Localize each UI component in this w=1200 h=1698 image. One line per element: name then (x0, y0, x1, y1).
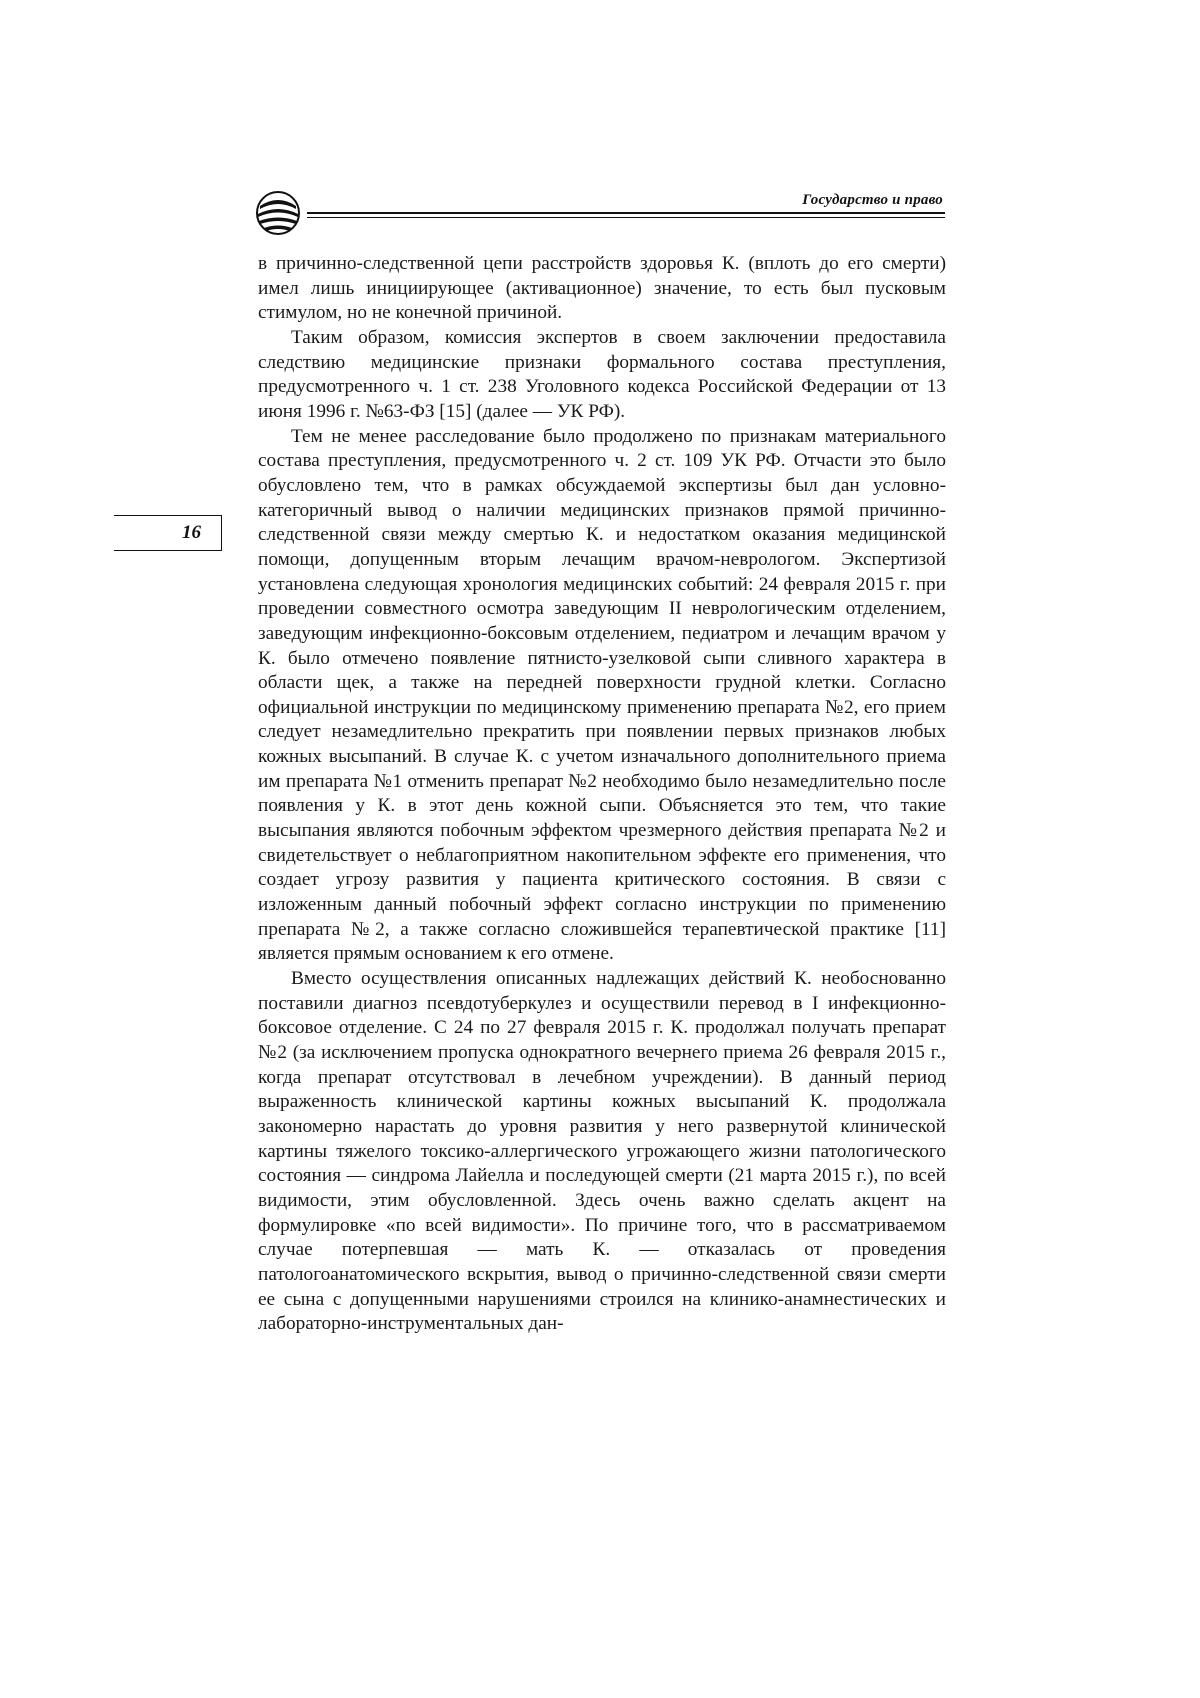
paragraph-3: Тем не менее расследование было продолжено по признакам материального состава преступления, предусмотренного ч. 2 ст. 109 УК РФ. Отчасти это было обусловлено тем, что в рамках обсуждаемой экспертизы был дан условно-категоричный вывод о наличии медицинских признаков прямой причинно-следственной связи между смертью К. и недостатком оказания медицинской помощи, допущенным вторым лечащим врачом-неврологом. Экспертизой установлена следующая хронология медицинских событий: 24 февраля 2015 г. при проведении совместного осмотра заведующим II неврологическим отделением, заведующим инфекционно-боксовым отделением, педиатром и лечащим врачом у К. было отмечено появление пятнисто-узелковой сыпи сливного характера в области щек, а также на передней поверхности грудной клетки. Согласно официальной инструкции по медицинскому применению препарата №2, его прием следует незамедлительно прекратить при появлении первых признаков любых кожных высыпаний. В случае К. с учетом изначального дополнительного приема им препарата №1 отменить препарат №2 необходимо было незамедлительно после появления у К. в этот день кожной сыпи. Объясняется это тем, что такие высыпания являются побочным эффектом чрезмерного действия препарата №2 и свидетельствует о неблагоприятном накопительном эффекте его применения, что создает угрозу развития у пациента критического состояния. В связи с изложенным данный побочный эффект согласно инструкции по применению препарата №2, а также согласно сложившейся терапевтической практике [11] является прямым основанием к его отмене. (258, 425, 946, 965)
paragraph-4: Вместо осуществления описанных надлежащих действий К. необоснованно поставили диагноз псевдотуберкулез и осуществили перевод в I инфекционно-боксовое отделение. С 24 по 27 февраля 2015 г. К. продолжал получать препарат №2 (за исключением пропуска однократного вечернего приема 26 февраля 2015 г., когда препарат отсутствовал в лечебном учреждении). В данный период выраженность клинической картины кожных высыпаний К. продолжала закономерно нарастать до уровня развития у него развернутой клинической картины тяжелого токсико-аллергического угрожающего жизни патологического состояния — синдрома Лайелла и последующей смерти (21 марта 2015 г.), по всей видимости, этим обусловленной. Здесь очень важно сделать акцент на формулировке «по всей видимости». По причине того, что в рассматриваемом случае потерпевшая — мать К. — отказалась от проведения патологоанатомического вскрытия, вывод о причинно-следственной связи смерти ее сына с допущенными нарушениями строился на клинико-анамнестических и лабораторно-инструментальных дан- (258, 968, 946, 1335)
page-number-box (114, 515, 222, 551)
header-rule-thin (307, 217, 945, 218)
article-body (258, 252, 946, 1337)
running-header (255, 190, 945, 236)
page-number: 16 (182, 522, 201, 543)
paragraph-2: Таким образом, комиссия экспертов в своем заключении предоставила следствию медицинские признаки формального состава преступления, предусмотренного ч. 1 ст. 238 Уголовного кодекса Российской Федерации от 13 июня 1996 г. №63-ФЗ [15] (далее — УК РФ). (258, 326, 946, 422)
paragraph-1: в причинно-следственной цепи расстройств здоровья К. (вплоть до его смерти) имел лишь инициирующее (активационное) значение, то есть был пусковым стимулом, но не конечной причиной. (258, 253, 946, 324)
journal-title: Государство и право (802, 192, 943, 208)
journal-logo-icon (255, 190, 301, 236)
header-rule-thick (307, 212, 945, 214)
